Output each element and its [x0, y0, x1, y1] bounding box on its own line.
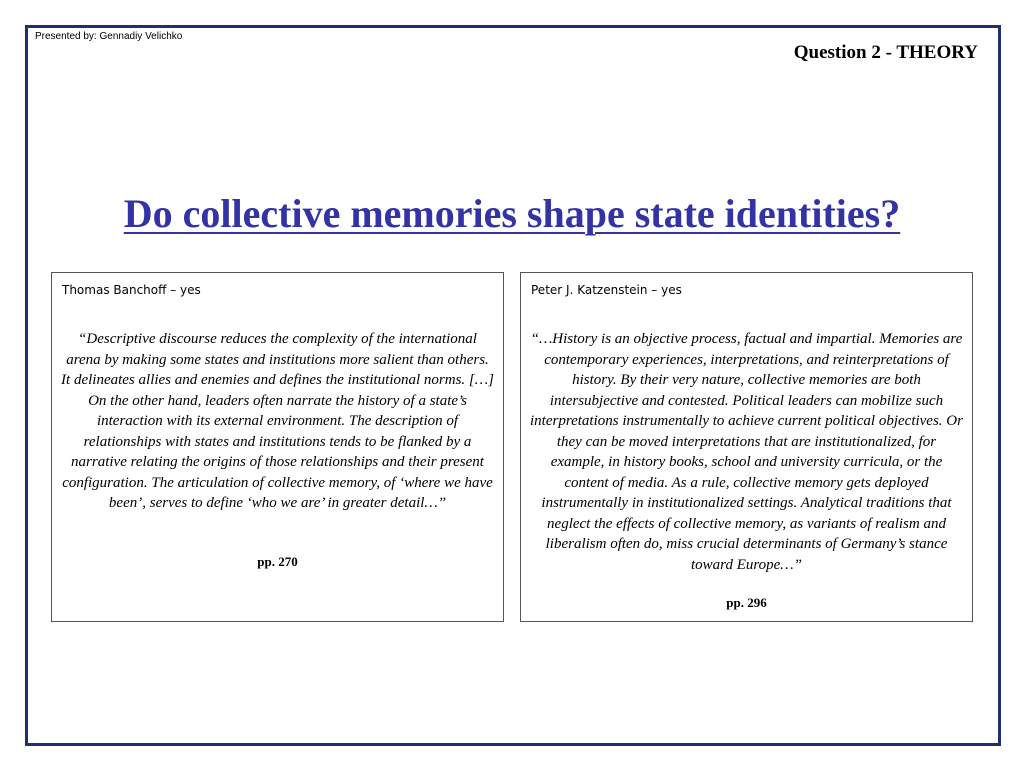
quote-box-katzenstein: [520, 272, 973, 622]
quote-page-reference: pp. 270: [257, 554, 298, 569]
question-label: Question 2 - THEORY: [793, 42, 978, 63]
quote-author: Peter J. Katzenstein – yes: [531, 283, 682, 297]
quote-text: “…History is an objective process, factual and impartial. Memories are contemporary experiences, interpretations, and reinterpretations of history. By their very nature, collective memories are both intersubjective and contested. Political leaders can mobilize such interpretations instrumentally to achieve current political objectives. Or they can be moved interpretations that are institutionalized, for example, in history books, school and university curricula, or the content of media. As a rule, collective memory gets deployed instrumentally in institutionalized settings. Analytical traditions that neglect the effects of collective memory, as variants of realism and liberalism often do, miss crucial determinants of Germany’s stance toward Europe…”: [530, 331, 963, 573]
presenter-credit: Presented by: Gennadiy Velichko: [35, 31, 183, 42]
quote-text: “Descriptive discourse reduces the complexity of the international arena by making some states and institutions more salient than others. It delineates allies and enemies and defines the institutional norms. […] On the other hand, leaders often narrate the history of a state’s interaction with its external environment. The description of relationships with states and institutions tends to be flanked by a narrative relating the origins of those relationships and their present configuration. The articulation of collective memory, of ‘where we have been’, serves to define ‘who we are’ in greater detail…”: [61, 331, 494, 511]
quote-page-reference: pp. 296: [726, 595, 767, 610]
quote-box-banchoff: [51, 272, 504, 622]
slide-title: Do collective memories shape state identities?: [123, 191, 901, 236]
quote-author: Thomas Banchoff – yes: [62, 283, 201, 297]
